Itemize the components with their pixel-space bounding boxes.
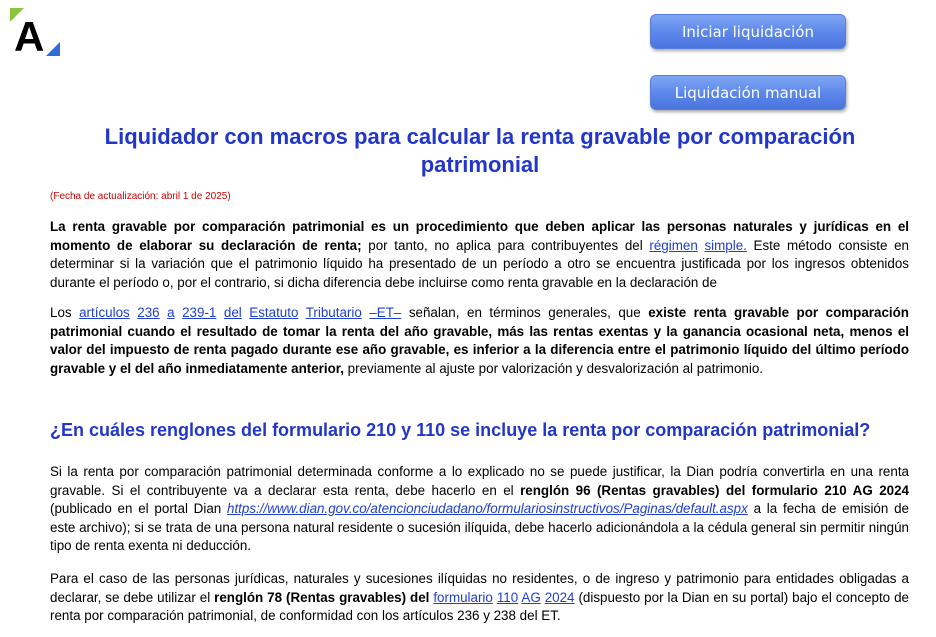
form-210-paragraph xyxy=(50,463,909,556)
article-239-1-link[interactable]: 239-1 xyxy=(182,305,217,320)
ag-link[interactable]: AG xyxy=(521,589,541,605)
dian-url-link[interactable]: https://www.dian.gov.co/atencionciudadano/formulariosinstructivos/Paginas/default.aspx xyxy=(227,501,748,517)
intro-text-2: Este método consiste en determinar si la variación que el patrimonio líquido ha presentado de un período a otro se encuentra justificada por los ingresos obtenidos durante el período o, por el contrario, si dicha diferencia debe incluirse como renta gravable en la declaración de xyxy=(50,237,909,290)
logo-blue-triangle xyxy=(46,42,60,56)
articles-bold-text: existe renta gravable por comparación patrimonial cuando el resultado de tomar la renta del año gravable, más las rentas exentas y la ganancia ocasional neta, menos el valor del impuesto de renta pagado durante ese año gravable, es inferior a la diferencia entre el patrimonio líquido del último período gravable y el del año inmediatamente anterior, xyxy=(50,305,909,376)
a-link[interactable]: a xyxy=(167,305,175,320)
section-heading: ¿En cuáles renglones del formulario 210 y 110 se incluye la renta por comparación patrimonial? xyxy=(50,420,871,440)
year-2024-link[interactable]: 2024 xyxy=(544,589,575,605)
articulos-link[interactable]: artículos xyxy=(79,305,130,320)
estatuto-link[interactable]: Estatuto xyxy=(249,305,299,320)
formulario-link[interactable]: formulario xyxy=(433,589,493,605)
form-210-text-3: a la fecha de emisión de este archivo); si se trata de una persona natural residente o sucesión ilíquida, debe hacerlo adicionándola a la cédula general sin permitir ningún tipo de renta exenta ni deducción. xyxy=(50,501,909,554)
update-date: (Fecha de actualización: abril 1 de 2025) xyxy=(50,191,231,202)
simple-link[interactable]: simple. xyxy=(704,237,747,253)
text-los: Los xyxy=(50,305,80,320)
form-110-text-2: (dispuesto por la Dian en su portal) bajo el concepto de renta por comparación patrimonial, de conformidad con los artículos 236 y 238 del ET. xyxy=(50,589,909,624)
article-236-link[interactable]: 236 xyxy=(137,305,160,320)
form-210-text: Si la renta por comparación patrimonial determinada conforme a lo explicado no se puede justificar, la Dian podría convertirla en una renta gravable. Si el contribuyente va a declarar esta renta, debe hacerlo en el xyxy=(50,464,909,498)
actualicese-logo xyxy=(10,8,62,60)
regimen-link[interactable]: régimen xyxy=(649,237,698,253)
form-110-bold-text: renglón 78 (Rentas gravables) del xyxy=(214,589,430,605)
articles-text-2: previamente al ajuste por valorización y desvalorización al patrimonio. xyxy=(343,360,763,376)
intro-bold-text: La renta gravable por comparación patrimonial es un procedimiento que deben aplicar las personas naturales y jurídicas en el momento de elaborar su declaración de renta; xyxy=(50,219,909,253)
articles-text: señalan, en términos generales, que xyxy=(401,305,649,320)
form-110-text: Para el caso de las personas jurídicas, naturales y sucesiones ilíquidas no residentes, o de ingreso y patrimonio para entidades obligadas a declarar, se debe utilizar el xyxy=(50,571,909,605)
intro-paragraph xyxy=(50,218,909,290)
form-110-link[interactable]: 110 xyxy=(496,589,519,605)
logo-letter: A xyxy=(14,13,45,60)
page-title: Liquidador con macros para calcular la renta gravable por comparación patrimonial xyxy=(104,124,856,177)
intro-text: por tanto, no aplica para contribuyentes del xyxy=(361,237,650,253)
start-liquidation-button[interactable]: Iniciar liquidación xyxy=(650,14,846,49)
form-210-bold-text: renglón 96 (Rentas gravables) del formulario 210 AG 2024 xyxy=(520,482,909,498)
et-link[interactable]: –ET– xyxy=(369,305,402,320)
articles-paragraph xyxy=(50,304,909,378)
del-link[interactable]: del xyxy=(223,305,242,320)
manual-liquidation-button[interactable]: Liquidación manual xyxy=(650,75,846,110)
form-110-paragraph xyxy=(50,570,909,626)
form-210-text-2: (publicado en el portal Dian xyxy=(50,501,227,517)
tributario-link[interactable]: Tributario xyxy=(305,305,362,320)
